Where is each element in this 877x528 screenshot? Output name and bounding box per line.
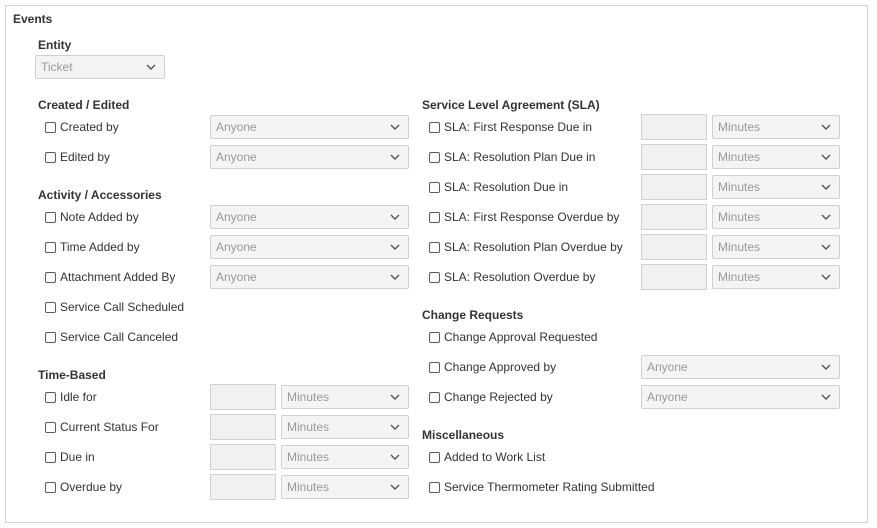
change-approved-by-select-value: Anyone: [647, 360, 688, 374]
chevron-down-icon: [821, 272, 831, 282]
change-rejected-by-select[interactable]: [641, 385, 840, 409]
sla-resolution-due-label: SLA: Resolution Due in: [444, 180, 569, 194]
checkbox-box[interactable]: [429, 242, 440, 253]
sla-resolution-due-unit-select[interactable]: [712, 175, 840, 199]
due-in-label: Due in: [60, 450, 95, 464]
note-added-by-select-value: Anyone: [216, 210, 257, 224]
edited-by-select-value: Anyone: [216, 150, 257, 164]
edited-by-label: Edited by: [60, 150, 111, 164]
chevron-down-icon: [390, 392, 400, 402]
current-status-for-unit-select[interactable]: [281, 415, 409, 439]
change-rejected-by-select-value: Anyone: [647, 390, 688, 404]
overdue-by-checkbox[interactable]: [45, 479, 122, 495]
service-call-canceled-checkbox[interactable]: [45, 329, 178, 345]
checkbox-box[interactable]: [45, 122, 56, 133]
sla-first-response-due-unit-select[interactable]: [712, 115, 840, 139]
activity-heading: Activity / Accessories: [38, 188, 162, 202]
sla-resolution-overdue-label: SLA: Resolution Overdue by: [444, 270, 596, 284]
overdue-by-label: Overdue by: [60, 480, 123, 494]
checkbox-box[interactable]: [45, 392, 56, 403]
sla-resolution-plan-overdue-input[interactable]: [641, 234, 707, 260]
sla-resolution-plan-due-checkbox[interactable]: [429, 149, 595, 165]
checkbox-box[interactable]: [45, 152, 56, 163]
idle-for-checkbox[interactable]: [45, 389, 97, 405]
edited-by-select[interactable]: [210, 145, 409, 169]
checkbox-box[interactable]: [429, 482, 440, 493]
sla-resolution-plan-due-unit-value: Minutes: [718, 150, 761, 164]
change-requests-heading: Change Requests: [422, 308, 524, 322]
sla-resolution-overdue-unit-value: Minutes: [718, 270, 761, 284]
current-status-for-input[interactable]: [210, 414, 276, 440]
checkbox-box[interactable]: [429, 362, 440, 373]
time-added-by-label: Time Added by: [60, 240, 140, 254]
service-call-scheduled-label: Service Call Scheduled: [60, 300, 185, 314]
idle-for-unit-select[interactable]: [281, 385, 409, 409]
note-added-by-select[interactable]: [210, 205, 409, 229]
entity-select[interactable]: [35, 55, 165, 79]
sla-first-response-overdue-label: SLA: First Response Overdue by: [444, 210, 620, 224]
attachment-added-by-select-value: Anyone: [216, 270, 257, 284]
chevron-down-icon: [390, 242, 400, 252]
checkbox-box[interactable]: [45, 452, 56, 463]
sla-first-response-overdue-checkbox[interactable]: [429, 209, 619, 225]
sla-first-response-due-label: SLA: First Response Due in: [444, 120, 593, 134]
created-by-checkbox[interactable]: [45, 119, 119, 135]
created-by-select[interactable]: [210, 115, 409, 139]
sla-resolution-plan-due-unit-select[interactable]: [712, 145, 840, 169]
chevron-down-icon: [821, 362, 831, 372]
chevron-down-icon: [821, 242, 831, 252]
change-approved-by-label: Change Approved by: [444, 360, 557, 374]
sla-heading: Service Level Agreement (SLA): [422, 98, 600, 112]
sla-first-response-overdue-unit-value: Minutes: [718, 210, 761, 224]
chevron-down-icon: [821, 212, 831, 222]
chevron-down-icon: [390, 422, 400, 432]
change-rejected-by-checkbox[interactable]: [429, 389, 553, 405]
chevron-down-icon: [390, 122, 400, 132]
due-in-unit-select[interactable]: [281, 445, 409, 469]
edited-by-checkbox[interactable]: [45, 149, 110, 165]
overdue-by-input[interactable]: [210, 474, 276, 500]
change-approved-by-checkbox[interactable]: [429, 359, 556, 375]
sla-first-response-overdue-input[interactable]: [641, 204, 707, 230]
change-rejected-by-label: Change Rejected by: [444, 390, 553, 404]
overdue-by-unit-value: Minutes: [287, 480, 330, 494]
created-edited-heading: Created / Edited: [38, 98, 130, 112]
checkbox-box[interactable]: [429, 272, 440, 283]
change-approval-requested-checkbox[interactable]: [429, 329, 597, 345]
checkbox-box[interactable]: [429, 122, 440, 133]
sla-resolution-plan-overdue-checkbox[interactable]: [429, 239, 623, 255]
created-by-label: Created by: [60, 120, 119, 134]
sla-resolution-plan-overdue-unit-select[interactable]: [712, 235, 840, 259]
sla-first-response-overdue-unit-select[interactable]: [712, 205, 840, 229]
sla-resolution-overdue-checkbox[interactable]: [429, 269, 595, 285]
thermometer-rating-label: Service Thermometer Rating Submitted: [444, 480, 655, 494]
current-status-for-unit-value: Minutes: [287, 420, 330, 434]
sla-resolution-plan-due-input[interactable]: [641, 144, 707, 170]
sla-first-response-due-checkbox[interactable]: [429, 119, 592, 135]
checkbox-box[interactable]: [429, 332, 440, 343]
current-status-for-label: Current Status For: [60, 420, 159, 434]
sla-first-response-due-unit-value: Minutes: [718, 120, 761, 134]
chevron-down-icon: [390, 272, 400, 282]
checkbox-box[interactable]: [429, 392, 440, 403]
note-added-by-label: Note Added by: [60, 210, 139, 224]
attachment-added-by-label: Attachment Added By: [60, 270, 176, 284]
sla-resolution-overdue-input[interactable]: [641, 264, 707, 290]
misc-heading: Miscellaneous: [422, 428, 505, 442]
checkbox-box[interactable]: [45, 272, 56, 283]
sla-resolution-plan-overdue-label: SLA: Resolution Plan Overdue by: [444, 240, 623, 254]
sla-resolution-plan-due-label: SLA: Resolution Plan Due in: [444, 150, 596, 164]
checkbox-box[interactable]: [429, 452, 440, 463]
service-call-canceled-label: Service Call Canceled: [60, 330, 179, 344]
checkbox-box[interactable]: [45, 302, 56, 313]
chevron-down-icon: [390, 452, 400, 462]
change-approved-by-select[interactable]: [641, 355, 840, 379]
checkbox-box[interactable]: [45, 422, 56, 433]
due-in-input[interactable]: [210, 444, 276, 470]
added-to-work-list-label: Added to Work List: [444, 450, 546, 464]
thermometer-rating-checkbox[interactable]: [429, 479, 655, 495]
checkbox-box[interactable]: [45, 332, 56, 343]
events-legend: Events: [13, 12, 53, 26]
attachment-added-by-checkbox[interactable]: [45, 269, 175, 285]
note-added-by-checkbox[interactable]: [45, 209, 139, 225]
due-in-checkbox[interactable]: [45, 449, 95, 465]
chevron-down-icon: [821, 152, 831, 162]
idle-for-label: Idle for: [60, 390, 97, 404]
attachment-added-by-select[interactable]: [210, 265, 409, 289]
sla-first-response-due-input[interactable]: [641, 114, 707, 140]
entity-select-value: Ticket: [41, 60, 73, 74]
idle-for-input[interactable]: [210, 384, 276, 410]
time-added-by-select-value: Anyone: [216, 240, 257, 254]
sla-resolution-overdue-unit-select[interactable]: [712, 265, 840, 289]
time-added-by-checkbox[interactable]: [45, 239, 140, 255]
checkbox-box[interactable]: [45, 242, 56, 253]
chevron-down-icon: [390, 482, 400, 492]
time-based-heading: Time-Based: [38, 368, 106, 382]
checkbox-box[interactable]: [45, 212, 56, 223]
service-call-scheduled-checkbox[interactable]: [45, 299, 184, 315]
added-to-work-list-checkbox[interactable]: [429, 449, 545, 465]
checkbox-box[interactable]: [429, 182, 440, 193]
sla-resolution-plan-overdue-unit-value: Minutes: [718, 240, 761, 254]
sla-resolution-due-input[interactable]: [641, 174, 707, 200]
sla-resolution-due-unit-value: Minutes: [718, 180, 761, 194]
chevron-down-icon: [146, 62, 156, 72]
checkbox-box[interactable]: [429, 152, 440, 163]
due-in-unit-value: Minutes: [287, 450, 330, 464]
idle-for-unit-value: Minutes: [287, 390, 330, 404]
overdue-by-unit-select[interactable]: [281, 475, 409, 499]
current-status-for-checkbox[interactable]: [45, 419, 159, 435]
chevron-down-icon: [390, 212, 400, 222]
events-panel: [5, 5, 868, 523]
chevron-down-icon: [821, 392, 831, 402]
time-added-by-select[interactable]: [210, 235, 409, 259]
entity-label: Entity: [38, 38, 72, 52]
created-by-select-value: Anyone: [216, 120, 257, 134]
sla-resolution-due-checkbox[interactable]: [429, 179, 568, 195]
change-approval-requested-label: Change Approval Requested: [444, 330, 598, 344]
chevron-down-icon: [821, 182, 831, 192]
chevron-down-icon: [390, 152, 400, 162]
checkbox-box[interactable]: [45, 482, 56, 493]
chevron-down-icon: [821, 122, 831, 132]
checkbox-box[interactable]: [429, 212, 440, 223]
